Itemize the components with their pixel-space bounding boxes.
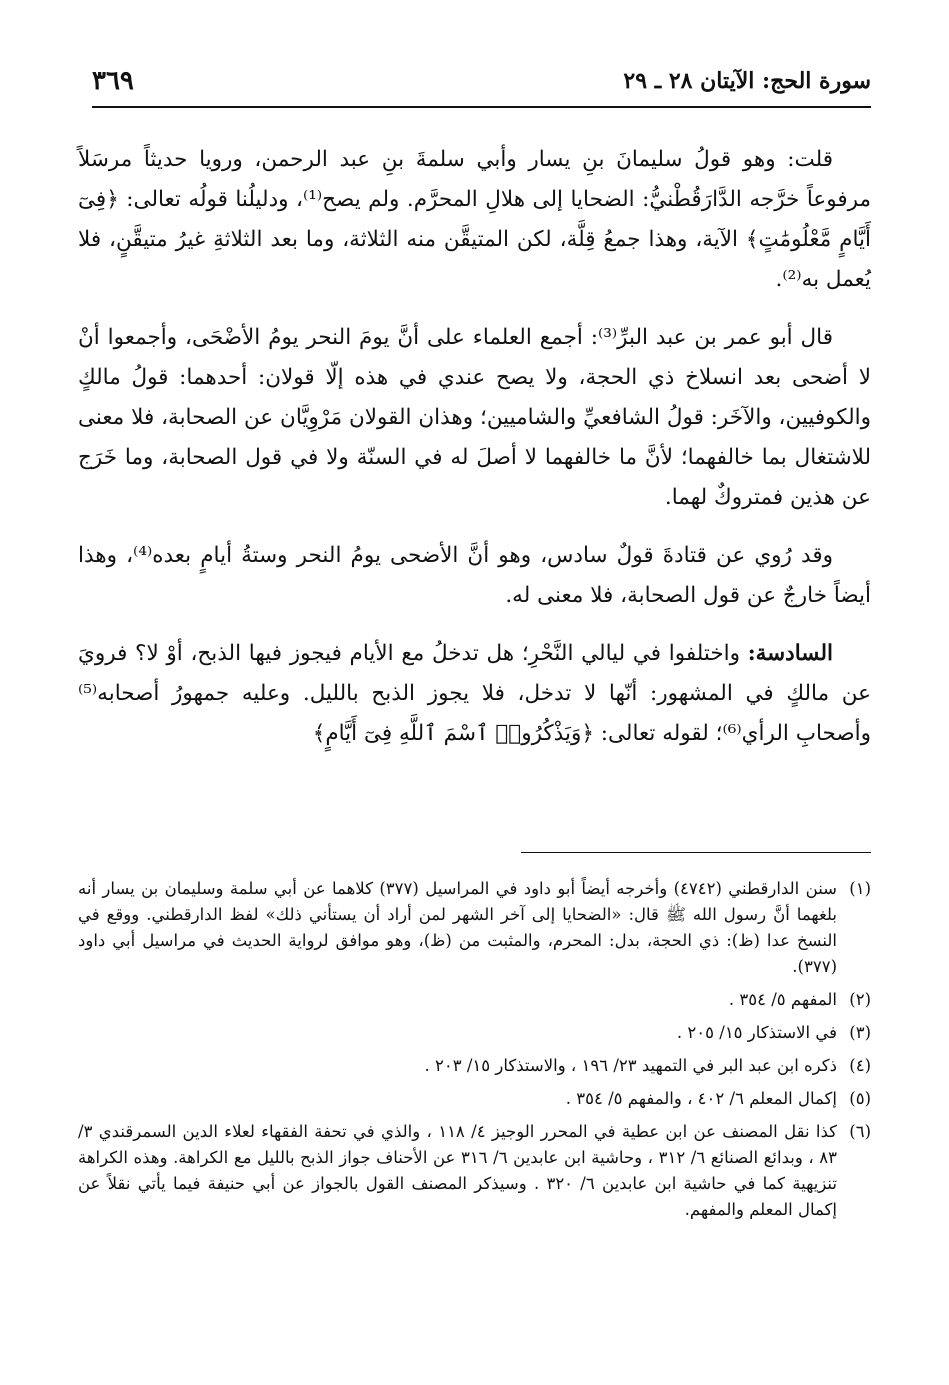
footnote-text: سنن الدارقطني (٤٧٤٢) وأخرجه أيضاً أبو داود في المراسيل (٣٧٧) كلاهما عن أبي سلمة وسليمان بن يسار أنه بلغهما أنَّ رسول الله ﷺ قال: «الضحايا إلى آخر الشهر لمن أراد أن يستأني ذلك» لفظ الدارقطني. ووقع في النسخ عدا (ظ): ذي الحجة، بدل: المحرم، والمثبت من (ظ)، وهو موافق لرواية الحديث في مراسيل أبي داود (٣٧٧). [78, 879, 837, 976]
paragraph-text: قلت: وهو قولُ سليمانَ بنِ يسار وأبي سلمةَ بنِ عبد الرحمن، ورويا حديثاً مرسَلاً مرفوعاً خرَّجه الدَّارَقُطْنيُّ: الضحايا إلى هلالِ المحرَّم. ولم يصح⁽¹⁾، ودليلُنا قولُه تعالى: ﴿فِىٓ أَيَّامٍ مَّعْلُومَٰتٍ﴾ الآية، وهذا جمعُ قِلَّة، لكن المتيقَّن منه الثلاثة، وما بعد الثلاثةِ غيرُ متيقَّنٍ، فلا يُعمل به⁽²⁾. [78, 147, 871, 292]
footnote [78, 1119, 871, 1223]
footnote-text: إكمال المعلم ٦/ ٤٠٢ ، والمفهم ٥/ ٣٥٤ . [565, 1089, 837, 1108]
chapter-heading: سورة الحج: الآيتان ٢٨ ـ ٢٩ [623, 68, 871, 94]
paragraph [78, 634, 871, 754]
paragraph [78, 318, 871, 518]
footnote [78, 987, 871, 1013]
main-text [78, 140, 871, 772]
footnote-number: (٦) [849, 1122, 871, 1141]
footnote-number: (٥) [849, 1089, 871, 1108]
footnote [78, 1086, 871, 1112]
footnote-divider [521, 852, 871, 853]
footnote-text: ذكره ابن عبد البر في التمهيد ٢٣/ ١٩٦ ، والاستذكار ١٥/ ٢٠٣ . [424, 1056, 837, 1075]
footnote [78, 1020, 871, 1046]
footnote-text: كذا نقل المصنف عن ابن عطية في المحرر الوجيز ٤/ ١١٨ ، والذي في تحفة الفقهاء لعلاء الدين السمرقندي ٣/ ٨٣ ، وبدائع الصنائع ٦/ ٣١٢ ، وحاشية ابن عابدين ٦/ ٣١٦ عن الأحناف جواز الذبح بالليل مع الكراهة. وهذه الكراهة تنزيهية كما في حاشية ابن عابدين ٦/ ٣٢٠ . وسيذكر المصنف القول بالجواز عن أبي حنيفة فيما يأتي نقلاً عن إكمال المعلم والمفهم. [78, 1122, 838, 1219]
footnote-number: (٤) [849, 1056, 871, 1075]
footnote-text: المفهم ٥/ ٣٥٤ . [728, 990, 837, 1009]
footnote [78, 876, 871, 980]
running-header [92, 62, 871, 108]
footnotes [78, 876, 871, 1230]
paragraph [78, 536, 871, 616]
footnote-number: (١) [849, 879, 871, 898]
paragraph-text: قال أبو عمر بن عبد البرِّ⁽³⁾: أجمع العلماء على أنَّ يومَ النحر يومُ الأضْحَى، وأجمعوا أنْ لا أضحى بعد انسلاخ ذي الحجة، ولا يصح عندي في هذه إلّا قولان: أحدهما: قولُ مالكٍ والكوفيين، والآخَر: قولُ الشافعيِّ والشاميين؛ وهذان القولان مَرْوِيَّان عن الصحابة، فلا معنى للاشتغال بما خالفهما؛ لأنَّ ما خالفهما لا أصلَ له في السنّة ولا في قول الصحابة، وما خَرَج عن هذين فمتروكٌ لهما. [78, 325, 871, 510]
page-number: ٣٦٩ [92, 66, 134, 96]
paragraph-text: وقد رُوي عن قتادةَ قولٌ سادس، وهو أنَّ الأضحى يومُ النحر وستةُ أيامٍ بعده⁽⁴⁾، وهذا أيضاً خارجٌ عن قول الصحابة، فلا معنى له. [78, 543, 871, 608]
paragraph-text: واختلفوا في ليالي النَّحْرِ؛ هل تدخلُ مع الأيام فيجوز فيها الذبح، أوْ لا؟ فرويَ عن مالكٍ في المشهور: أنّها لا تدخل، فلا يجوز الذبح بالليل. وعليه جمهورُ أصحابه⁽⁵⁾ وأصحابِ الرأي⁽⁶⁾؛ لقوله تعالى: ﴿وَيَذْكُرُوا۟ ٱسْمَ ٱللَّهِ فِىٓ أَيَّامٍ﴾ [78, 641, 871, 746]
footnote [78, 1053, 871, 1079]
footnote-number: (٣) [849, 1023, 871, 1042]
paragraph-label: السادسة: [747, 641, 833, 666]
footnote-text: في الاستذكار ١٥/ ٢٠٥ . [676, 1023, 837, 1042]
paragraph [78, 140, 871, 300]
footnote-number: (٢) [849, 990, 871, 1009]
